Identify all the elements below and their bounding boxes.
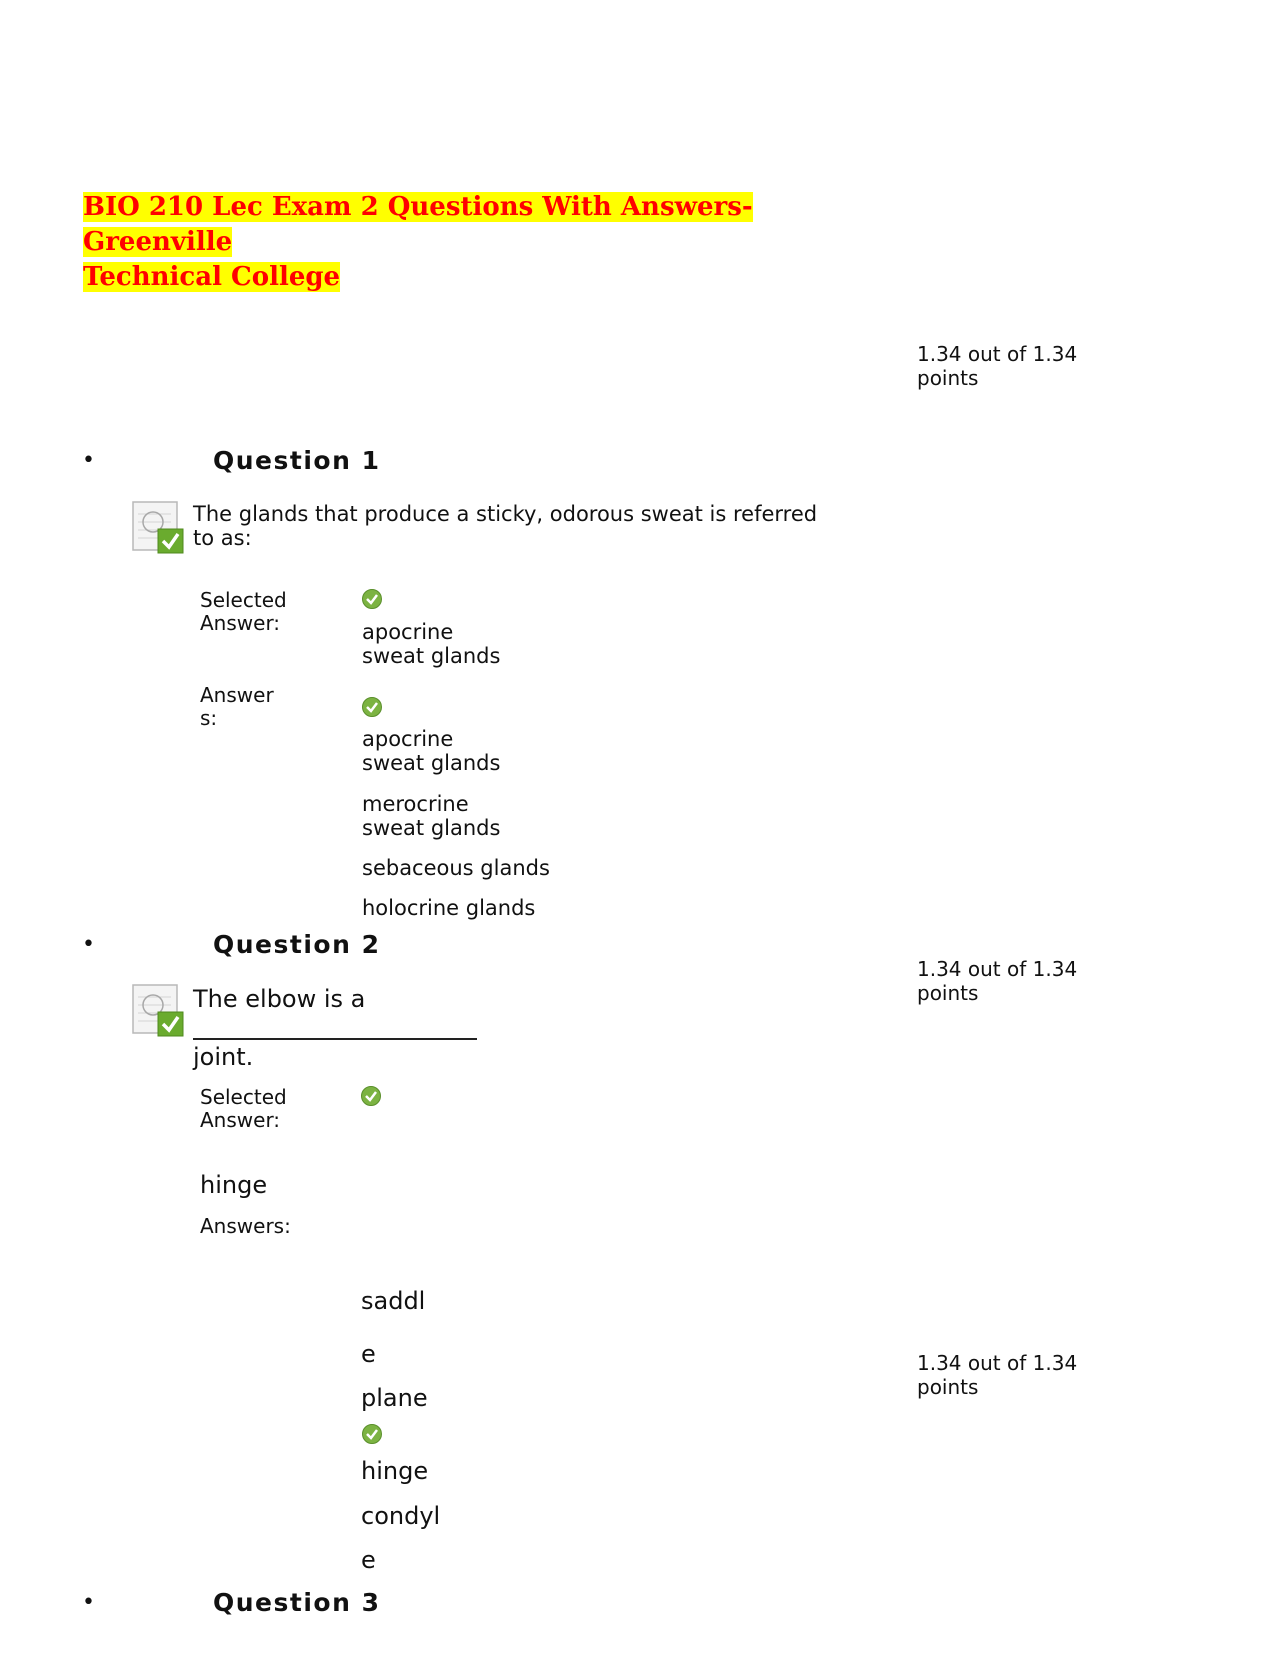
answer-line: sweat glands [362,644,501,668]
correct-check-icon [362,589,382,609]
fill-in-blank-line [193,1038,477,1040]
question-2-text-line-2: joint. [193,1043,254,1071]
document-title [83,190,843,295]
bullet: • [82,932,95,957]
points-q2 [917,957,1107,1005]
question-3-heading: Question 3 [213,1588,381,1617]
selected-answer-label [200,1086,287,1132]
answer-option: hinge [361,1457,429,1485]
answer-option: sebaceous glands [362,856,550,880]
correct-check-icon [362,1424,382,1444]
points-unit: points [917,981,979,1005]
points-unit: points [917,1375,979,1399]
correct-check-icon [361,1086,381,1106]
answer-option: condyl [361,1502,441,1530]
answer-line: merocrine [362,792,469,816]
label-line: s: [200,706,218,730]
question-2-heading: Question 2 [213,930,381,959]
title-line-1: BIO 210 Lec Exam 2 Questions With Answers-Greenville [83,192,753,257]
answer-option: holocrine glands [362,896,536,920]
points-q3 [917,1351,1107,1399]
answer-option: plane [361,1384,428,1412]
correct-check-icon [362,697,382,717]
answers-label [200,684,274,730]
question-text-line: to as: [193,526,252,550]
answer-line: sweat glands [362,751,501,775]
label-line: Selected [200,1085,287,1109]
question-text-line: The glands that produce a sticky, odorous sweat is referred [193,502,818,526]
points-q1 [917,342,1107,390]
selected-answer-label [200,589,287,635]
question-1-text [193,502,893,550]
answer-option [362,727,500,775]
answer-option: saddl [361,1287,426,1315]
points-value: 1.34 out of 1.34 [917,957,1078,981]
answer-option [362,792,500,840]
question-1-heading: Question 1 [213,446,381,475]
title-line-2: Technical College [83,262,341,292]
bullet: • [82,1590,95,1615]
graded-correct-icon [131,500,187,556]
answer-line: apocrine [362,620,454,644]
label-line: Answer: [200,611,281,635]
answer-option: e [361,1340,376,1368]
answer-line: apocrine [362,727,454,751]
question-2-text-line-1: The elbow is a [193,985,366,1013]
label-line: Selected [200,588,287,612]
answer-line: sweat glands [362,816,501,840]
graded-correct-icon [131,983,187,1039]
points-value: 1.34 out of 1.34 [917,342,1078,366]
label-line: Answer [200,683,274,707]
selected-answer-value: hinge [200,1171,268,1199]
selected-answer-value [362,620,500,668]
points-unit: points [917,366,979,390]
answers-label: Answers: [200,1214,291,1238]
bullet: • [82,448,95,473]
label-line: Answer: [200,1108,281,1132]
points-value: 1.34 out of 1.34 [917,1351,1078,1375]
answer-option: e [361,1546,376,1574]
